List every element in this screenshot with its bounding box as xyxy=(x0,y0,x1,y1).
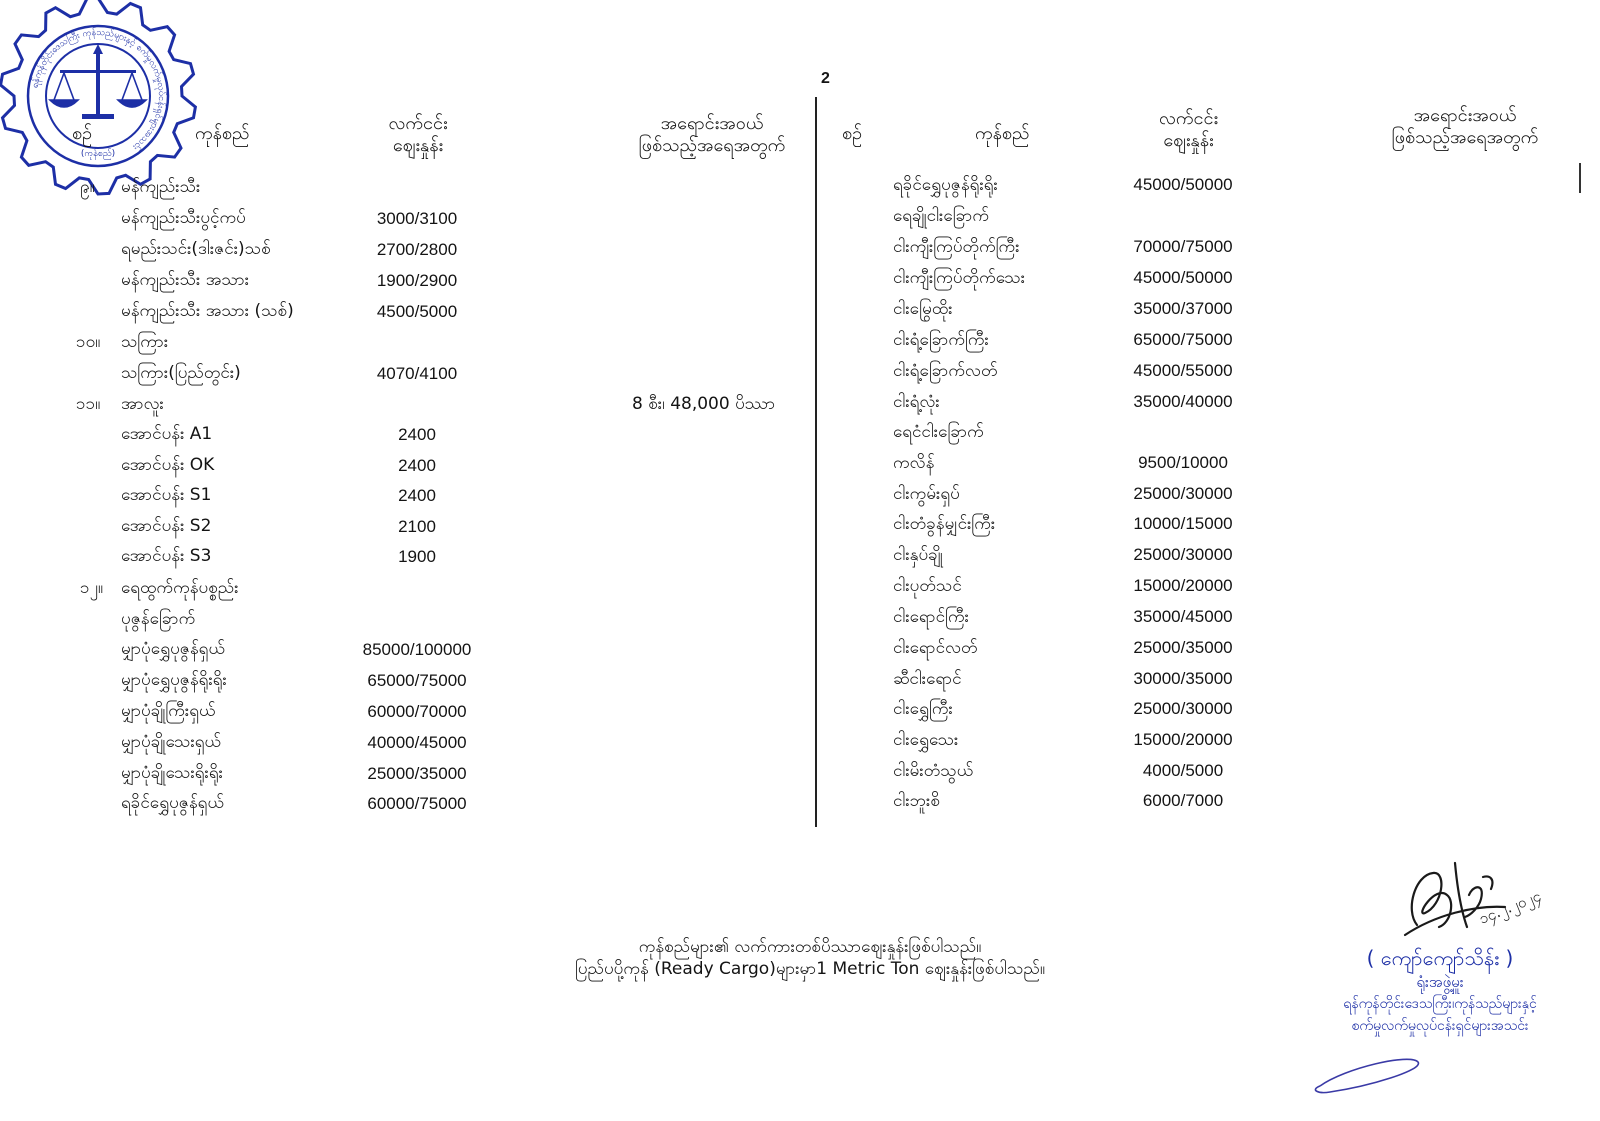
item-name: ငါးရွှေကြီး xyxy=(893,699,953,719)
price-value: 25000/30000 xyxy=(1133,545,1233,564)
item-name: ရမည်းသင်း(ဒါးဇင်း)သစ် xyxy=(121,239,271,259)
item-name: မျှာပုံရွှေပုဇွန်ရိုးရိုး xyxy=(121,670,227,690)
signature-date: ၁၄.၂.၂၀၂၄ xyxy=(1476,886,1544,928)
signature-flourish xyxy=(1300,1048,1430,1098)
price-value: 35000/45000 xyxy=(1133,607,1233,626)
price-value: 9500/10000 xyxy=(1138,453,1228,472)
price-value: 4500/5000 xyxy=(376,302,458,321)
item-name: ငါးရံ့လုံး xyxy=(893,392,940,412)
left-header-price: လက်ငင်း ဈေးနှုန်း xyxy=(388,113,448,156)
price-value: 30000/35000 xyxy=(1133,669,1233,688)
item-name: ရေချိုငါးခြောက် xyxy=(893,206,989,226)
svg-text:(ကုန်စည်): (ကုန်စည်) xyxy=(80,149,116,159)
item-name: ငါးကျီးကြပ်တိုက်ကြီး xyxy=(893,237,1020,257)
left-header-item: ကုန်စည် xyxy=(195,123,250,144)
price-value: 4000/5000 xyxy=(1142,761,1224,780)
price-value: 2100 xyxy=(398,517,436,536)
signatory-name: ( ကျော်ကျော်သိန်း ) xyxy=(1366,946,1514,970)
price-value: 40000/45000 xyxy=(367,733,467,752)
price-value: 25000/30000 xyxy=(1133,484,1233,503)
item-name: ငါးရောင်လတ် xyxy=(893,638,978,658)
price-value: 2700/2800 xyxy=(376,240,458,259)
price-value: 35000/37000 xyxy=(1133,299,1233,318)
svg-text:ရန်ကုန်တိုင်းဒေသကြီး ကုန်သည်မျ: ရန်ကုန်တိုင်းဒေသကြီး ကုန်သည်များနှင့် စက်မှုလက်မှုလုပ်ငန်းရှင်များအသင်း xyxy=(30,27,167,152)
item-name: သကြား(ပြည်တွင်း) xyxy=(121,363,241,383)
row-number: ၁၀။ xyxy=(76,332,101,352)
item-name: ရေထွက်ကုန်ပစ္စည်း xyxy=(121,578,239,598)
price-value: 10000/15000 xyxy=(1133,514,1233,533)
item-name: ငါးတံခွန်မျှင်းကြီး xyxy=(893,514,996,534)
page-number: 2 xyxy=(821,70,830,87)
item-name: ပုဇွန်ခြောက် xyxy=(121,609,196,629)
item-name: မန်ကျည်းသီးပွင့်ကပ် xyxy=(121,208,246,228)
handwritten-signature xyxy=(1395,855,1575,950)
item-name: မျှာပုံချိုသေးရှယ် xyxy=(121,732,222,752)
price-value: 45000/50000 xyxy=(1133,268,1233,287)
right-header-price: လက်ငင်း ဈေးနှုန်း xyxy=(1158,108,1219,151)
row-number: ၁၂။ xyxy=(80,578,104,598)
footer-line-2: ပြည်ပပို့ကုန် (Ready Cargo)များမှာ1 Metric Ton ဈေးနှုန်းဖြစ်ပါသည်။ xyxy=(575,959,1045,979)
price-value: 15000/20000 xyxy=(1133,576,1233,595)
price-value: 45000/50000 xyxy=(1133,175,1233,194)
item-name: မန်ကျည်းသီး xyxy=(121,177,201,197)
price-value: 85000/100000 xyxy=(362,640,472,659)
price-value: 3000/3100 xyxy=(376,209,458,228)
price-value: 2400 xyxy=(398,425,436,444)
signatory-title: ရုံးအဖွဲ့မှူး xyxy=(1416,973,1464,991)
association-seal-icon xyxy=(0,0,203,201)
item-name: မန်ကျည်းသီး အသား xyxy=(121,270,250,290)
price-value: 25000/35000 xyxy=(367,764,467,783)
row-number: ၁၁။ xyxy=(76,394,101,414)
price-value: 65000/75000 xyxy=(367,671,467,690)
item-name: ငါးကွမ်းရှပ် xyxy=(893,484,960,504)
signatory-block xyxy=(1290,945,1590,1037)
item-name: ငါးမြွေထိုး xyxy=(893,299,953,319)
item-name: အာလူး xyxy=(121,394,164,414)
price-value: 25000/30000 xyxy=(1133,699,1233,718)
item-name: ငါးနှပ်ချို xyxy=(893,545,943,565)
item-name: ငါးကျီးကြပ်တိုက်သေး xyxy=(893,268,1026,288)
item-name: အောင်ပန်း OK xyxy=(121,455,215,475)
item-name: ငါးဘူးစိ xyxy=(893,791,940,811)
item-name: မန်ကျည်းသီး အသား (သစ်) xyxy=(121,301,294,321)
right-header-item: ကုန်စည် xyxy=(975,123,1030,144)
row-number: ၉။ xyxy=(80,177,95,197)
column-divider xyxy=(815,97,817,827)
price-value: 60000/75000 xyxy=(367,794,467,813)
price-value: 25000/35000 xyxy=(1133,638,1233,657)
item-name: မျှာပုံချိုသေးရိုးရိုး xyxy=(121,763,223,783)
edge-mark xyxy=(1579,163,1581,193)
item-name: အောင်ပန်း S2 xyxy=(121,516,212,536)
item-name: ငါးရောင်ကြီး xyxy=(893,607,969,627)
left-header-volume: အရောင်းအဝယ် ဖြစ်သည့်အရေအတွက် xyxy=(638,113,786,156)
item-name: အောင်ပန်း S1 xyxy=(121,485,212,505)
item-name: ငါးပုတ်သင် xyxy=(893,576,962,596)
price-value: 1900 xyxy=(398,547,436,566)
right-header-volume: အရောင်းအဝယ် ဖြစ်သည့်အရေအတွက် xyxy=(1391,105,1539,148)
item-name: ငါးရံ့ခြောက်ကြီး xyxy=(893,330,989,350)
item-name: ဆီငါးရောင် xyxy=(893,669,962,689)
item-name: ငါးရံ့ခြောက်လတ် xyxy=(893,361,998,381)
item-name: အောင်ပန်း S3 xyxy=(121,546,212,566)
footer-line-1: ကုန်စည်များ၏ လက်ကားတစ်ပိဿာဈေးနှုန်းဖြစ်ပါသည်။ xyxy=(638,937,982,957)
volume-value: 8 စီး၊ 48,000 ပိဿာ xyxy=(632,394,776,414)
price-value: 1900/2900 xyxy=(376,271,458,290)
item-name: ရခိုင်ရွှေပုဇွန်ရှယ် xyxy=(121,793,224,813)
price-value: 15000/20000 xyxy=(1133,730,1233,749)
price-value: 2400 xyxy=(398,456,436,475)
signatory-org-line-2: စက်မှုလက်မှုလုပ်ငန်းရှင်များအသင်း xyxy=(1351,1018,1529,1034)
left-header-no: စဉ် xyxy=(72,123,93,144)
item-name: မျှာပုံချိုကြီးရှယ် xyxy=(121,701,216,721)
price-value: 45000/55000 xyxy=(1133,361,1233,380)
price-value: 70000/75000 xyxy=(1133,237,1233,256)
item-name: ရေငံငါးခြောက် xyxy=(893,422,984,442)
item-name: ငါးရွှေသေး xyxy=(893,730,959,750)
item-name: အောင်ပန်း A1 xyxy=(121,424,213,444)
item-name: မျှာပုံရွှေပုဇွန်ရှယ် xyxy=(121,639,225,659)
item-name: ကလိန် xyxy=(893,453,935,473)
price-value: 6000/7000 xyxy=(1142,791,1224,810)
right-header-no: စဉ် xyxy=(842,123,863,144)
price-value: 4070/4100 xyxy=(376,364,458,383)
item-name: သကြား xyxy=(121,332,169,352)
footer-note xyxy=(480,936,1140,980)
price-value: 60000/70000 xyxy=(367,702,467,721)
item-name: ငါးမိးတံသွယ် xyxy=(893,761,974,781)
price-value: 35000/40000 xyxy=(1133,392,1233,411)
item-name: ရခိုင်ရွှေပုဇွန်ရိုးရိုး xyxy=(893,175,998,195)
price-value: 2400 xyxy=(398,486,436,505)
signatory-org-line-1: ရန်ကုန်တိုင်းဒေသကြီး၊ကုန်သည်များနှင့် xyxy=(1343,996,1537,1012)
price-value: 65000/75000 xyxy=(1133,330,1233,349)
